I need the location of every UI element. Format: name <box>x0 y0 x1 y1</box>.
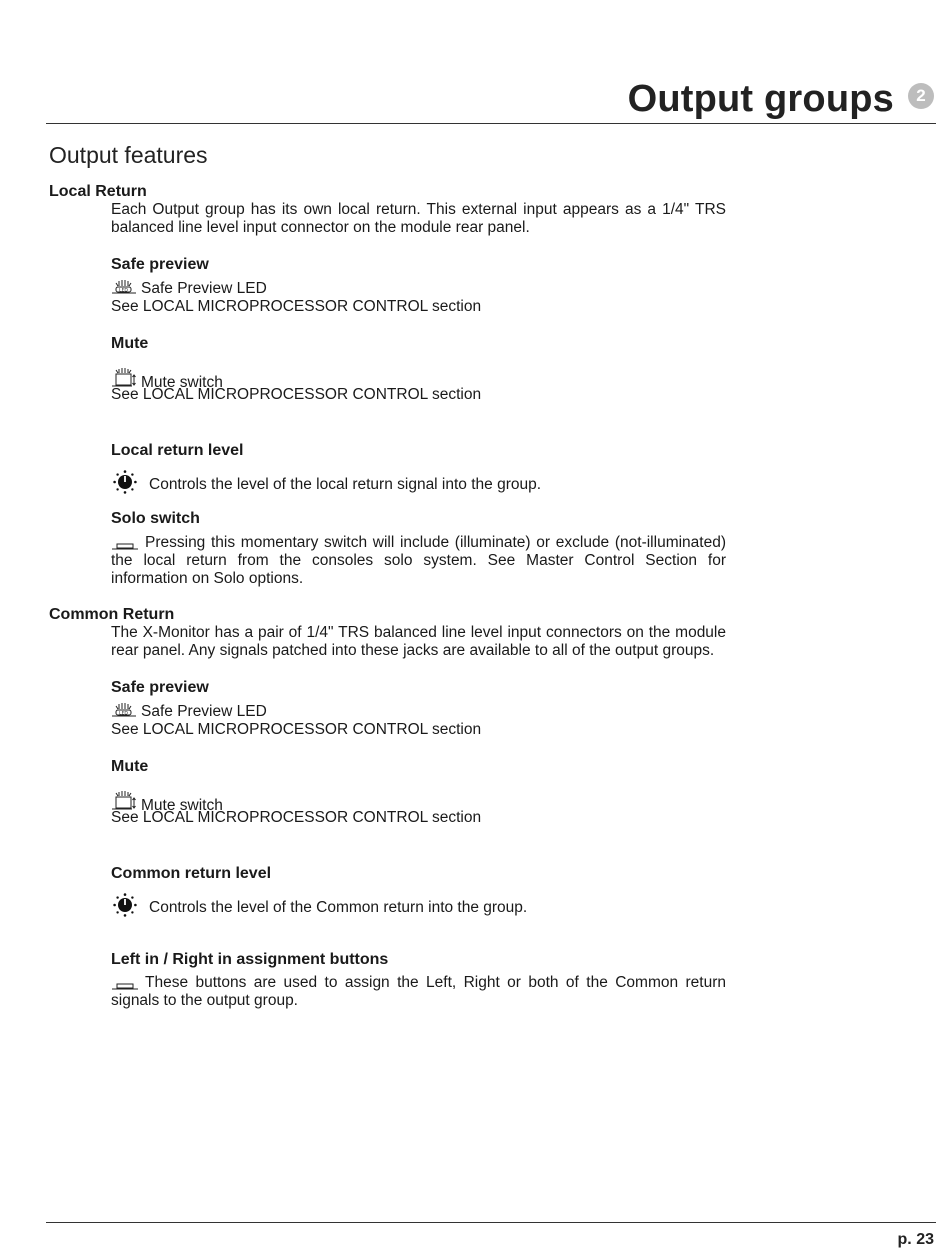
common-safe-preview-see: See LOCAL MICROPROCESSOR CONTROL section <box>111 721 482 738</box>
local-safe-preview-heading: Safe preview <box>111 256 209 273</box>
common-return-heading: Common Return <box>49 606 175 623</box>
page-title: Output groups <box>627 78 894 120</box>
svg-text:LED: LED <box>119 711 128 717</box>
local-mute-heading: Mute <box>111 335 149 352</box>
local-return-intro: Each Output group has its own local return. This external input appears as a 1/4" TRS balanced line level input connector on the module rear panel. <box>111 201 726 236</box>
assign-text: These buttons are used to assign the Left, Right or both of the Common return signals to the output group. <box>111 974 726 1009</box>
common-safe-preview-heading: Safe preview <box>111 679 209 696</box>
common-mute-see: See LOCAL MICROPROCESSOR CONTROL section <box>111 809 482 826</box>
led-icon <box>111 280 137 299</box>
common-mute-label: Mute switch <box>141 797 223 814</box>
common-level-row <box>111 893 527 924</box>
knob-icon <box>111 893 139 924</box>
common-return-intro: The X-Monitor has a pair of 1/4" TRS balanced line level input connectors on the module rear panel. Any signals patched into these jacks are available to all of the output groups. <box>111 624 726 659</box>
local-return-heading: Local Return <box>49 183 147 200</box>
common-safe-preview-item <box>111 703 726 722</box>
local-level-text: Controls the level of the local return signal into the group. <box>149 476 542 493</box>
assign-heading: Left in / Right in assignment buttons <box>111 951 389 968</box>
common-safe-preview-label: Safe Preview LED <box>141 703 267 720</box>
chapter-badge: 2 <box>908 83 934 109</box>
section-title: Output features <box>49 142 208 168</box>
push-button-icon <box>111 978 139 996</box>
knob-icon <box>111 470 139 501</box>
local-level-heading: Local return level <box>111 442 244 459</box>
common-mute-heading: Mute <box>111 758 149 775</box>
local-mute-label: Mute switch <box>141 374 223 391</box>
local-level-row <box>111 470 541 501</box>
local-safe-preview-item <box>111 280 726 299</box>
page-number: p. 23 <box>897 1231 934 1248</box>
svg-text:LED: LED <box>119 288 128 294</box>
local-safe-preview-see: See LOCAL MICROPROCESSOR CONTROL section <box>111 298 482 315</box>
local-solo-text: Pressing this momentary switch will include (illuminate) or exclude (not-illuminated) the local return from the consoles solo system. See Master Control Section for information on Solo options. <box>111 534 726 587</box>
push-button-icon <box>111 538 139 556</box>
header-rule <box>46 123 936 124</box>
common-level-text: Controls the level of the Common return into the group. <box>149 899 528 916</box>
local-solo-heading: Solo switch <box>111 510 200 527</box>
footer-rule <box>46 1222 936 1223</box>
local-safe-preview-label: Safe Preview LED <box>141 280 267 297</box>
led-icon <box>111 703 137 722</box>
common-level-heading: Common return level <box>111 865 272 882</box>
local-mute-see: See LOCAL MICROPROCESSOR CONTROL section <box>111 386 482 403</box>
